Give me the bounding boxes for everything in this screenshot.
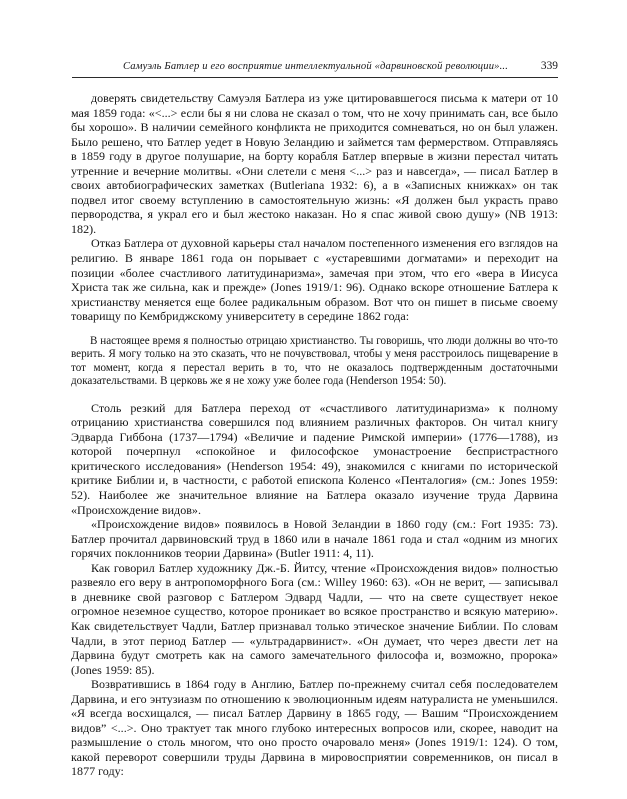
quote-spacer-bottom (71, 389, 558, 401)
paragraph: Как говорил Батлер художнику Дж.-Б. Йитсу, чтение «Происхождения видов» полностью развеяло его веру в антропоморфного Бога (см.: Willey 1960: 63). «Он не верит, — записывал в дневнике свой разговор с Батлером Эдвард Чадли, — что на свете существует некое огромное неземное существо, которое проникает во всякое пространство и всякую материю». Как свидетельствует Чадли, Батлер признавал только этическое значение Библии. По словам Чадли, в этот период Батлер — «ультрадарвинист». «Он думает, что через двести лет на Дарвина будут смотреть как на самого замечательного философа и, возможно, пророка» (Jones 1959: 85). (71, 560, 558, 677)
paragraph-continuation: доверять свидетельству Самуэля Батлера из уже цитировавшегося письма к матери от 10 мая 1859 года: «<...> если бы я ни слова не сказал о том, что не хочу принимать сан, все было бы хорошо». В наличии семейного конфликта не приходится сомневаться, но он был улажен. Было решено, что Батлер уедет в Новую Зеландию и займется там фермерством. Отправляясь в 1859 году в другое полушарие, на борту корабля Батлер впервые в жизни перестал читать утренние и вечерние молитвы. «Они слетели с меня <...> раз и навсегда», — писал Батлер в своих автобиографических заметках (Butleriana 1932: 6), а в «Записных книжках» он так подвел итог своему вступлению в самостоятельную жизнь: «Я должен был украсть право первородства, я украл его и был жестоко наказан. Но я спас живой свою душу» (NB 1913: 182). (71, 91, 558, 236)
block-quote-text: В настоящее время я полностью отрицаю христианство. Ты говоришь, что люди должны во что-то верить. Я могу только на это сказать, что не почувствовал, чтобы у меня расстроилось пищеварение в тот момент, когда я перестал верить в то, что не оказалось подтвержденным достаточными доказательствами. В церковь же я не хожу уже более года (Henderson 1954: 50). (71, 334, 558, 388)
running-head (71, 60, 558, 72)
paragraph: Возвратившись в 1864 году в Англию, Батлер по-прежнему считал себя последователем Дарвина, и его энтузиазм по отношению к эволюционным идеям натуралиста не уменьшился. «Я всегда восхищался, — писал Батлер Дарвину в 1865 году, — Вашим “Происхождением видов” <...>. Оно трактует так много глубоко интересных вопросов или, скорее, наводит на размышление о столь многом, что оно просто очаровало меня» (Jones 1919/1: 124). О том, какой переворот совершили труды Дарвина в мировосприятии современников, он писал в 1877 году: (71, 677, 558, 779)
paragraph: «Происхождение видов» появилось в Новой Зеландии в 1860 году (см.: Fort 1935: 73). Батлер прочитал дарвиновский труд в 1860 или в начале 1861 года и стал «одним из многих горячих поклонников теории Дарвина» (Butler 1911: 4, 11). (71, 517, 558, 561)
block-quote (71, 335, 558, 389)
running-head-rule (72, 77, 558, 78)
paragraph: Столь резкий для Батлера переход от «счастливого латитудинаризма» к полному отрицанию христианства совершился под влиянием различных факторов. Он читал книгу Эдварда Гиббона (1737—1794) «Величие и падение Римской империи» (1776—1788), из которой почерпнул «спокойное и философское умонастроение беспристрастного критического исследования» (Henderson 1954: 49), знакомился с книгами по исторической критике Библии и, в частности, с работой епископа Коленсо «Пенталогия» (см.: Jones 1959: 52). Наиболее же значительное влияние на Батлера оказало изучение труда Дарвина «Происхождение видов». (71, 400, 558, 517)
page-number: 339 (540, 60, 558, 72)
text-column (71, 91, 558, 799)
running-head-title: Самуэль Батлер и его восприятие интеллектуальной «дарвиновской революции»... (122, 61, 508, 72)
bottom-margin (71, 779, 558, 799)
paragraph: Отказ Батлера от духовной карьеры стал началом постепенного изменения его взглядов на религию. В январе 1861 года он порывает с «устаревшими догматами» и переходит на позиции «более счастливого латитудинаризма», замечая при этом, что его «вера в Иисуса Христа так же сильна, как и прежде» (Jones 1919/1: 96). Однако вскоре отношение Батлера к христианству меняется еще более радикальным образом. Вот что он пишет в письме своему товарищу по Кембриджскому университету в середине 1862 года: (71, 236, 558, 324)
quote-spacer-top (71, 324, 558, 335)
